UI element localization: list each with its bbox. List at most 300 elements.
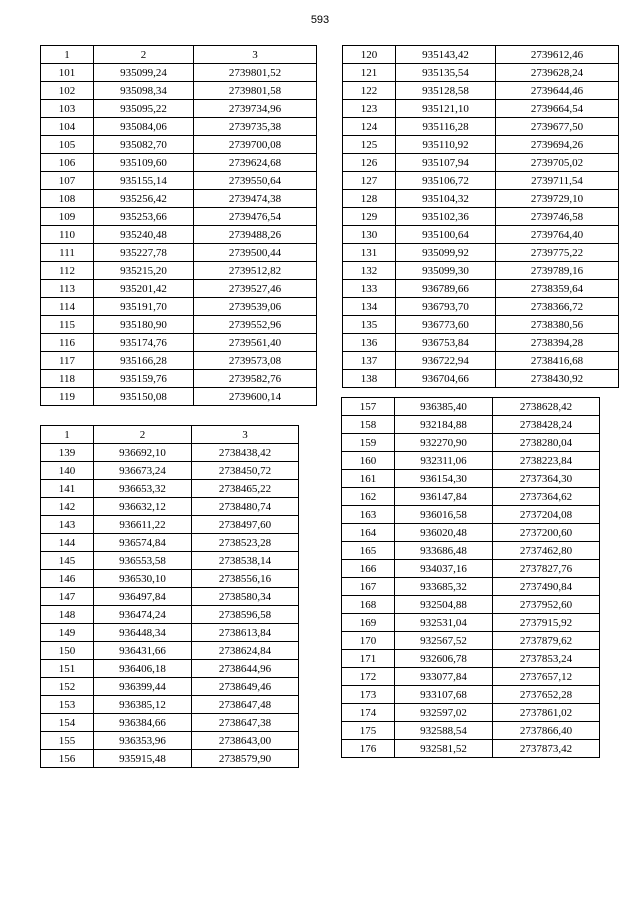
table-row: [41, 136, 317, 154]
table-row: [41, 226, 317, 244]
x-coordinate: 936399,44: [94, 678, 192, 696]
point-number: 171: [342, 650, 395, 668]
y-coordinate: 2738644,96: [192, 660, 299, 678]
point-number: 135: [343, 316, 396, 334]
x-coordinate: 935256,42: [94, 190, 194, 208]
y-coordinate: 2737915,92: [493, 614, 600, 632]
table-row: [343, 118, 619, 136]
x-coordinate: 935098,34: [94, 82, 194, 100]
y-coordinate: 2739488,26: [194, 226, 317, 244]
point-number: 127: [343, 172, 396, 190]
table-row: [343, 154, 619, 172]
table-row: [41, 462, 299, 480]
y-coordinate: 2738624,84: [192, 642, 299, 660]
point-number: 176: [342, 740, 395, 758]
x-coordinate: 935180,90: [94, 316, 194, 334]
point-number: 155: [41, 732, 94, 750]
table-row: [41, 444, 299, 462]
y-coordinate: 2737879,62: [493, 632, 600, 650]
table-row: [343, 352, 619, 370]
point-number: 174: [342, 704, 395, 722]
point-number: 147: [41, 588, 94, 606]
table-row: [41, 750, 299, 768]
y-coordinate: 2738430,92: [496, 370, 619, 388]
x-coordinate: 935099,92: [396, 244, 496, 262]
table-row: [342, 524, 600, 542]
y-coordinate: 2738416,68: [496, 352, 619, 370]
y-coordinate: 2738580,34: [192, 588, 299, 606]
table-row: [342, 722, 600, 740]
table-row: [343, 136, 619, 154]
y-coordinate: 2738647,38: [192, 714, 299, 732]
table-row: [343, 280, 619, 298]
x-coordinate: 935109,60: [94, 154, 194, 172]
x-coordinate: 936574,84: [94, 534, 192, 552]
y-coordinate: 2737364,30: [493, 470, 600, 488]
coordinates-table: [341, 397, 600, 758]
y-coordinate: 2738480,74: [192, 498, 299, 516]
table-row: [41, 208, 317, 226]
y-coordinate: 2739775,22: [496, 244, 619, 262]
point-number: 164: [342, 524, 395, 542]
x-coordinate: 936653,32: [94, 480, 192, 498]
table-row: [41, 660, 299, 678]
column-header: 3: [192, 426, 299, 444]
table-row: [342, 398, 600, 416]
point-number: 115: [41, 316, 94, 334]
x-coordinate: 932270,90: [395, 434, 493, 452]
table-row: [41, 678, 299, 696]
table-row: [41, 570, 299, 588]
column-header: 2: [94, 426, 192, 444]
point-number: 124: [343, 118, 396, 136]
table-row: [41, 82, 317, 100]
y-coordinate: 2739628,24: [496, 64, 619, 82]
x-coordinate: 936673,24: [94, 462, 192, 480]
table-row: [41, 370, 317, 388]
x-coordinate: 936385,40: [395, 398, 493, 416]
y-coordinate: 2738649,46: [192, 678, 299, 696]
x-coordinate: 932504,88: [395, 596, 493, 614]
y-coordinate: 2739734,96: [194, 100, 317, 118]
point-number: 170: [342, 632, 395, 650]
table-row: [343, 316, 619, 334]
y-coordinate: 2739624,68: [194, 154, 317, 172]
x-coordinate: 935121,10: [396, 100, 496, 118]
point-number: 148: [41, 606, 94, 624]
y-coordinate: 2737364,62: [493, 488, 600, 506]
y-coordinate: 2738366,72: [496, 298, 619, 316]
point-number: 104: [41, 118, 94, 136]
table-row: [342, 596, 600, 614]
column-header: 2: [94, 46, 194, 64]
point-number: 161: [342, 470, 395, 488]
table-row: [41, 732, 299, 750]
y-coordinate: 2739789,16: [496, 262, 619, 280]
x-coordinate: 935116,28: [396, 118, 496, 136]
table-header-row: [41, 426, 299, 444]
table-row: [342, 740, 600, 758]
x-coordinate: 936385,12: [94, 696, 192, 714]
table-row: [41, 334, 317, 352]
x-coordinate: 935227,78: [94, 244, 194, 262]
y-coordinate: 2737200,60: [493, 524, 600, 542]
y-coordinate: 2739644,46: [496, 82, 619, 100]
point-number: 173: [342, 686, 395, 704]
y-coordinate: 2739600,14: [194, 388, 317, 406]
x-coordinate: 933685,32: [395, 578, 493, 596]
y-coordinate: 2739550,64: [194, 172, 317, 190]
x-coordinate: 936773,60: [396, 316, 496, 334]
y-coordinate: 2738223,84: [493, 452, 600, 470]
table-row: [41, 480, 299, 498]
table-row: [342, 578, 600, 596]
x-coordinate: 936406,18: [94, 660, 192, 678]
table-row: [343, 334, 619, 352]
x-coordinate: 936704,66: [396, 370, 496, 388]
x-coordinate: 936154,30: [395, 470, 493, 488]
point-number: 137: [343, 352, 396, 370]
table-row: [41, 714, 299, 732]
point-number: 103: [41, 100, 94, 118]
table-row: [41, 190, 317, 208]
coordinates-table: [40, 45, 317, 406]
point-number: 128: [343, 190, 396, 208]
point-number: 122: [343, 82, 396, 100]
x-coordinate: 935159,76: [94, 370, 194, 388]
x-coordinate: 935155,14: [94, 172, 194, 190]
point-number: 112: [41, 262, 94, 280]
table-row: [41, 172, 317, 190]
x-coordinate: 935082,70: [94, 136, 194, 154]
table-row: [41, 552, 299, 570]
table-row: [343, 244, 619, 262]
column-header: 1: [41, 46, 94, 64]
table-row: [41, 262, 317, 280]
y-coordinate: 2739700,08: [194, 136, 317, 154]
point-number: 114: [41, 298, 94, 316]
y-coordinate: 2739694,26: [496, 136, 619, 154]
point-number: 165: [342, 542, 395, 560]
y-coordinate: 2739729,10: [496, 190, 619, 208]
y-coordinate: 2739474,38: [194, 190, 317, 208]
table-row: [342, 614, 600, 632]
y-coordinate: 2739711,54: [496, 172, 619, 190]
y-coordinate: 2739764,40: [496, 226, 619, 244]
point-number: 156: [41, 750, 94, 768]
table-row: [41, 588, 299, 606]
point-number: 121: [343, 64, 396, 82]
y-coordinate: 2737462,80: [493, 542, 600, 560]
x-coordinate: 932581,52: [395, 740, 493, 758]
point-number: 158: [342, 416, 395, 434]
x-coordinate: 935099,24: [94, 64, 194, 82]
y-coordinate: 2739476,54: [194, 208, 317, 226]
table-row: [343, 226, 619, 244]
point-number: 145: [41, 552, 94, 570]
table-row: [342, 668, 600, 686]
point-number: 144: [41, 534, 94, 552]
x-coordinate: 935915,48: [94, 750, 192, 768]
x-coordinate: 936722,94: [396, 352, 496, 370]
table-row: [41, 64, 317, 82]
point-number: 136: [343, 334, 396, 352]
y-coordinate: 2739539,06: [194, 298, 317, 316]
point-number: 125: [343, 136, 396, 154]
point-number: 123: [343, 100, 396, 118]
table-row: [342, 506, 600, 524]
y-coordinate: 2739552,96: [194, 316, 317, 334]
x-coordinate: 936793,70: [396, 298, 496, 316]
point-number: 150: [41, 642, 94, 660]
table-header-row: [41, 46, 317, 64]
coordinates-table: [40, 425, 299, 768]
point-number: 107: [41, 172, 94, 190]
point-number: 151: [41, 660, 94, 678]
table-row: [41, 534, 299, 552]
y-coordinate: 2738497,60: [192, 516, 299, 534]
column-header: 1: [41, 426, 94, 444]
point-number: 126: [343, 154, 396, 172]
table-row: [41, 606, 299, 624]
point-number: 162: [342, 488, 395, 506]
table-row: [41, 298, 317, 316]
point-number: 113: [41, 280, 94, 298]
point-number: 117: [41, 352, 94, 370]
point-number: 102: [41, 82, 94, 100]
y-coordinate: 2738596,58: [192, 606, 299, 624]
point-number: 167: [342, 578, 395, 596]
point-number: 153: [41, 696, 94, 714]
y-coordinate: 2739705,02: [496, 154, 619, 172]
y-coordinate: 2737952,60: [493, 596, 600, 614]
point-number: 133: [343, 280, 396, 298]
table-row: [41, 280, 317, 298]
table-row: [342, 416, 600, 434]
x-coordinate: 932184,88: [395, 416, 493, 434]
x-coordinate: 936474,24: [94, 606, 192, 624]
y-coordinate: 2739801,58: [194, 82, 317, 100]
point-number: 163: [342, 506, 395, 524]
y-coordinate: 2739677,50: [496, 118, 619, 136]
x-coordinate: 932567,52: [395, 632, 493, 650]
x-coordinate: 935102,36: [396, 208, 496, 226]
x-coordinate: 935215,20: [94, 262, 194, 280]
point-number: 142: [41, 498, 94, 516]
table-row: [342, 488, 600, 506]
x-coordinate: 936448,34: [94, 624, 192, 642]
point-number: 134: [343, 298, 396, 316]
y-coordinate: 2739746,58: [496, 208, 619, 226]
x-coordinate: 935104,32: [396, 190, 496, 208]
x-coordinate: 936020,48: [395, 524, 493, 542]
y-coordinate: 2738450,72: [192, 462, 299, 480]
y-coordinate: 2739573,08: [194, 352, 317, 370]
point-number: 105: [41, 136, 94, 154]
x-coordinate: 933077,84: [395, 668, 493, 686]
coordinates-table: [342, 45, 619, 388]
y-coordinate: 2737204,08: [493, 506, 600, 524]
y-coordinate: 2738380,56: [496, 316, 619, 334]
y-coordinate: 2739527,46: [194, 280, 317, 298]
y-coordinate: 2737490,84: [493, 578, 600, 596]
x-coordinate: 935107,94: [396, 154, 496, 172]
y-coordinate: 2737827,76: [493, 560, 600, 578]
y-coordinate: 2738394,28: [496, 334, 619, 352]
x-coordinate: 932606,78: [395, 650, 493, 668]
table-row: [342, 686, 600, 704]
point-number: 131: [343, 244, 396, 262]
table-row: [343, 82, 619, 100]
x-coordinate: 935128,58: [396, 82, 496, 100]
x-coordinate: 935099,30: [396, 262, 496, 280]
table-row: [41, 696, 299, 714]
point-number: 130: [343, 226, 396, 244]
table-row: [41, 154, 317, 172]
x-coordinate: 936431,66: [94, 642, 192, 660]
table-row: [343, 46, 619, 64]
y-coordinate: 2738280,04: [493, 434, 600, 452]
x-coordinate: 934037,16: [395, 560, 493, 578]
table-row: [343, 208, 619, 226]
x-coordinate: 936692,10: [94, 444, 192, 462]
table-row: [342, 704, 600, 722]
table-row: [342, 542, 600, 560]
table-row: [342, 434, 600, 452]
table-row: [343, 262, 619, 280]
point-number: 120: [343, 46, 396, 64]
x-coordinate: 935174,76: [94, 334, 194, 352]
table-row: [41, 498, 299, 516]
point-number: 116: [41, 334, 94, 352]
x-coordinate: 932311,06: [395, 452, 493, 470]
point-number: 157: [342, 398, 395, 416]
table-row: [343, 100, 619, 118]
y-coordinate: 2738428,24: [493, 416, 600, 434]
table-row: [342, 560, 600, 578]
y-coordinate: 2739801,52: [194, 64, 317, 82]
table-row: [41, 388, 317, 406]
point-number: 118: [41, 370, 94, 388]
point-number: 166: [342, 560, 395, 578]
x-coordinate: 936016,58: [395, 506, 493, 524]
table-row: [343, 190, 619, 208]
y-coordinate: 2738628,42: [493, 398, 600, 416]
table-row: [343, 172, 619, 190]
table-row: [41, 316, 317, 334]
y-coordinate: 2739735,38: [194, 118, 317, 136]
column-header: 3: [194, 46, 317, 64]
x-coordinate: 936553,58: [94, 552, 192, 570]
point-number: 149: [41, 624, 94, 642]
y-coordinate: 2739664,54: [496, 100, 619, 118]
table-row: [41, 516, 299, 534]
point-number: 132: [343, 262, 396, 280]
table-row: [41, 352, 317, 370]
point-number: 129: [343, 208, 396, 226]
y-coordinate: 2737873,42: [493, 740, 600, 758]
table-row: [343, 298, 619, 316]
point-number: 101: [41, 64, 94, 82]
point-number: 111: [41, 244, 94, 262]
x-coordinate: 935135,54: [396, 64, 496, 82]
y-coordinate: 2739561,40: [194, 334, 317, 352]
point-number: 141: [41, 480, 94, 498]
y-coordinate: 2738523,28: [192, 534, 299, 552]
table-row: [342, 632, 600, 650]
table-row: [342, 452, 600, 470]
x-coordinate: 935201,42: [94, 280, 194, 298]
x-coordinate: 933107,68: [395, 686, 493, 704]
x-coordinate: 936384,66: [94, 714, 192, 732]
point-number: 169: [342, 614, 395, 632]
x-coordinate: 932588,54: [395, 722, 493, 740]
x-coordinate: 932597,02: [395, 704, 493, 722]
y-coordinate: 2739612,46: [496, 46, 619, 64]
y-coordinate: 2737861,02: [493, 704, 600, 722]
point-number: 106: [41, 154, 94, 172]
table-row: [41, 244, 317, 262]
y-coordinate: 2739582,76: [194, 370, 317, 388]
y-coordinate: 2737866,40: [493, 722, 600, 740]
y-coordinate: 2738556,16: [192, 570, 299, 588]
x-coordinate: 935253,66: [94, 208, 194, 226]
x-coordinate: 935110,92: [396, 136, 496, 154]
point-number: 110: [41, 226, 94, 244]
point-number: 154: [41, 714, 94, 732]
x-coordinate: 936611,22: [94, 516, 192, 534]
table-row: [343, 370, 619, 388]
x-coordinate: 933686,48: [395, 542, 493, 560]
point-number: 140: [41, 462, 94, 480]
table-row: [41, 118, 317, 136]
x-coordinate: 935191,70: [94, 298, 194, 316]
table-row: [342, 470, 600, 488]
y-coordinate: 2738579,90: [192, 750, 299, 768]
x-coordinate: 935143,42: [396, 46, 496, 64]
y-coordinate: 2738613,84: [192, 624, 299, 642]
x-coordinate: 935166,28: [94, 352, 194, 370]
x-coordinate: 936530,10: [94, 570, 192, 588]
y-coordinate: 2739512,82: [194, 262, 317, 280]
point-number: 152: [41, 678, 94, 696]
table-row: [41, 100, 317, 118]
x-coordinate: 936753,84: [396, 334, 496, 352]
y-coordinate: 2738538,14: [192, 552, 299, 570]
x-coordinate: 935106,72: [396, 172, 496, 190]
x-coordinate: 936497,84: [94, 588, 192, 606]
y-coordinate: 2737652,28: [493, 686, 600, 704]
point-number: 159: [342, 434, 395, 452]
x-coordinate: 936147,84: [395, 488, 493, 506]
x-coordinate: 935084,06: [94, 118, 194, 136]
point-number: 108: [41, 190, 94, 208]
point-number: 138: [343, 370, 396, 388]
table-row: [342, 650, 600, 668]
point-number: 160: [342, 452, 395, 470]
point-number: 168: [342, 596, 395, 614]
x-coordinate: 935095,22: [94, 100, 194, 118]
page-number: 593: [310, 14, 330, 26]
x-coordinate: 935150,08: [94, 388, 194, 406]
y-coordinate: 2737853,24: [493, 650, 600, 668]
y-coordinate: 2738438,42: [192, 444, 299, 462]
x-coordinate: 936789,66: [396, 280, 496, 298]
y-coordinate: 2738643,00: [192, 732, 299, 750]
table-row: [343, 64, 619, 82]
x-coordinate: 932531,04: [395, 614, 493, 632]
point-number: 143: [41, 516, 94, 534]
